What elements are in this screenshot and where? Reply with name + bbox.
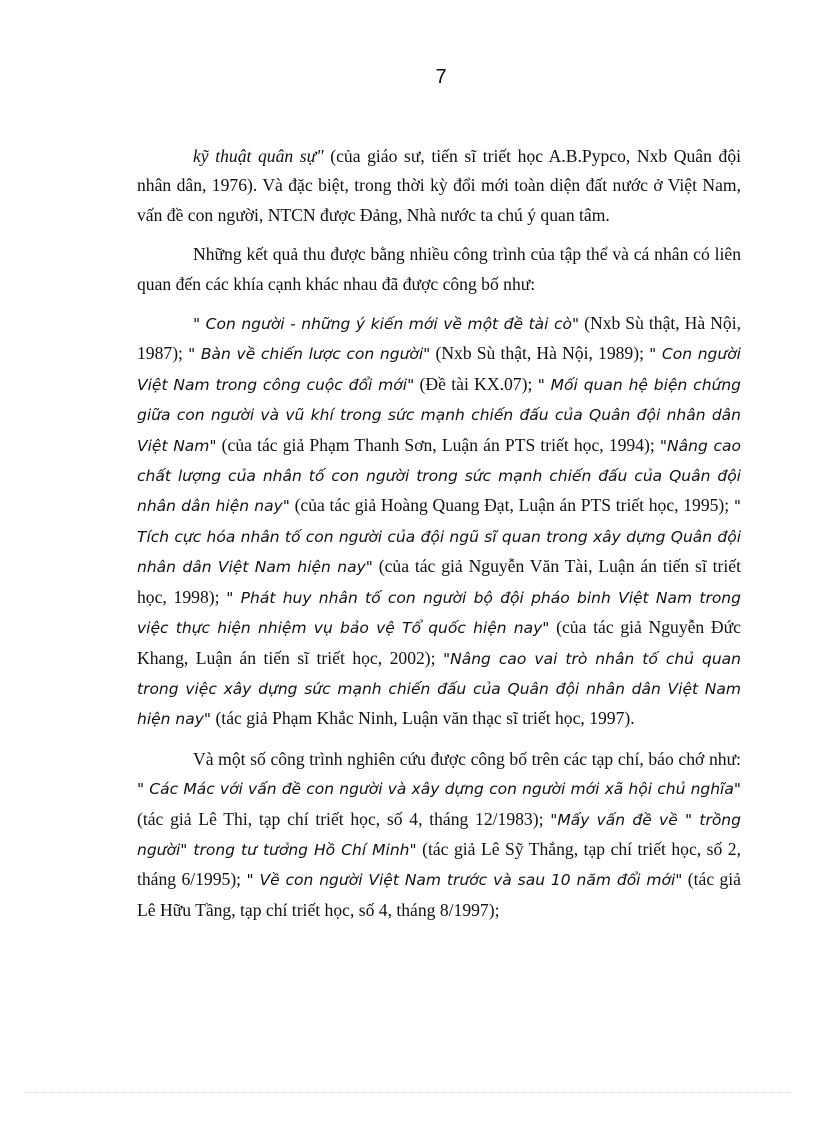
paragraph-research-works [137,309,741,735]
italic-title-text: kỹ thuật quân sự" [193,146,324,166]
body-text-run: (Nxb Sù thật, Hà Nội, 1989); [430,343,650,364]
italic-title-text: " Con người Việt Nam trong công cuộc đổi mới" [137,345,741,394]
body-text-run: (tác giả Lê Hữu Tầng, tạp chí triết học, số 4, tháng 8/1997); [137,869,741,920]
italic-title-text: " Tích cực hóa nhân tố con người của đội ngũ sĩ quan trong xây dựng Quân đội nhân dân Việt Nam hiện nay" [137,497,741,577]
page-bottom-divider [24,1092,792,1093]
italic-title-text: " Về con người Việt Nam trước và sau 10 năm đổi mới" [246,871,683,890]
body-text-run: (tác giả Phạm Khắc Ninh, Luận văn thạc sĩ triết học, 1997). [211,708,635,729]
body-text-run: Và một số công trình nghiên cứu được công bố trên các tạp chí, báo chớ như: [193,748,741,769]
italic-title-text: " Mối quan hệ biện chứng giữa con người và vũ khí trong sức mạnh chiến đấu của Quân đội nhân dân Việt Nam" [137,375,742,455]
body-text-run: (Nxb Sù thật, Hà Nội, 1987); [137,313,741,364]
italic-title-text: "Nâng cao chất lượng của nhân tố con người trong sức mạnh chiến đấu của Quân đội nhân dân hiện nay" [137,436,741,516]
italic-title-text: " Các Mác với vấn đề con người và xây dựng con người mới xã hội chủ nghĩa" [137,780,741,799]
italic-title-text: " Phát huy nhân tố con người bộ đội pháo binh Việt Nam trong việc thực hiện nhiệm vụ bảo vệ Tổ quốc hiện nay" [137,588,741,638]
body-text-run: (của tác giả Phạm Thanh Sơn, Luận án PTS triết học, 1994); [216,434,660,455]
body-text-run: (của tác giả Nguyễn Đức Khang, Luận án tiến sĩ triết học, 2002); [137,617,741,668]
body-text-run: (của giáo sư, tiến sĩ triết học A.B.Pypco, Nxb Quân đội nhân dân, 1976). Và đặc biệt, trong thời kỳ đổi mới toàn diện đất nước ở Việt Nam, vấn đề con người, NTCN được Đảng, Nhà nước ta chú ý quan tâm. [137,146,742,225]
italic-title-text: "Mấy vấn đề về " trồng người" trong tư tưởng Hồ Chí Minh" [137,810,741,859]
italic-title-text: " Bàn về chiến lược con người" [188,345,431,364]
paragraph-journal-articles [137,745,741,925]
page-number: 7 [435,66,447,88]
body-text-run: Những kết quả thu được bằng nhiều công trình của tập thể và cá nhân có liên quan đến các khía cạnh khác nhau đã được công bố như: [137,244,741,294]
italic-title-text: "Nâng cao vai trò nhân tố chủ quan trong việc xây dựng sức mạnh chiến đấu của Quân đội nhân dân Việt Nam hiện nay" [137,649,741,729]
body-text-run: (tác giả Lê Thi, tạp chí triết học, số 4, tháng 12/1983); [137,808,551,829]
paragraph-intro-continuation [137,142,741,230]
body-text-run: (của tác giả Hoàng Quang Đạt, Luận án PTS triết học, 1995); [289,495,734,516]
paragraph-results-summary [137,240,741,299]
document-body [137,142,741,925]
body-text-run: (tác giả Lê Sỹ Thắng, tạp chí triết học, số 2, tháng 6/1995); [137,838,742,890]
body-text-run: (Đề tài KX.07); [414,373,538,394]
italic-title-text: " Con người - những ý kiến mới về một đề tài cò" [193,315,580,334]
body-text-run: (của tác giả Nguyễn Văn Tài, Luận án tiến sĩ triết học, 1998); [137,556,741,607]
